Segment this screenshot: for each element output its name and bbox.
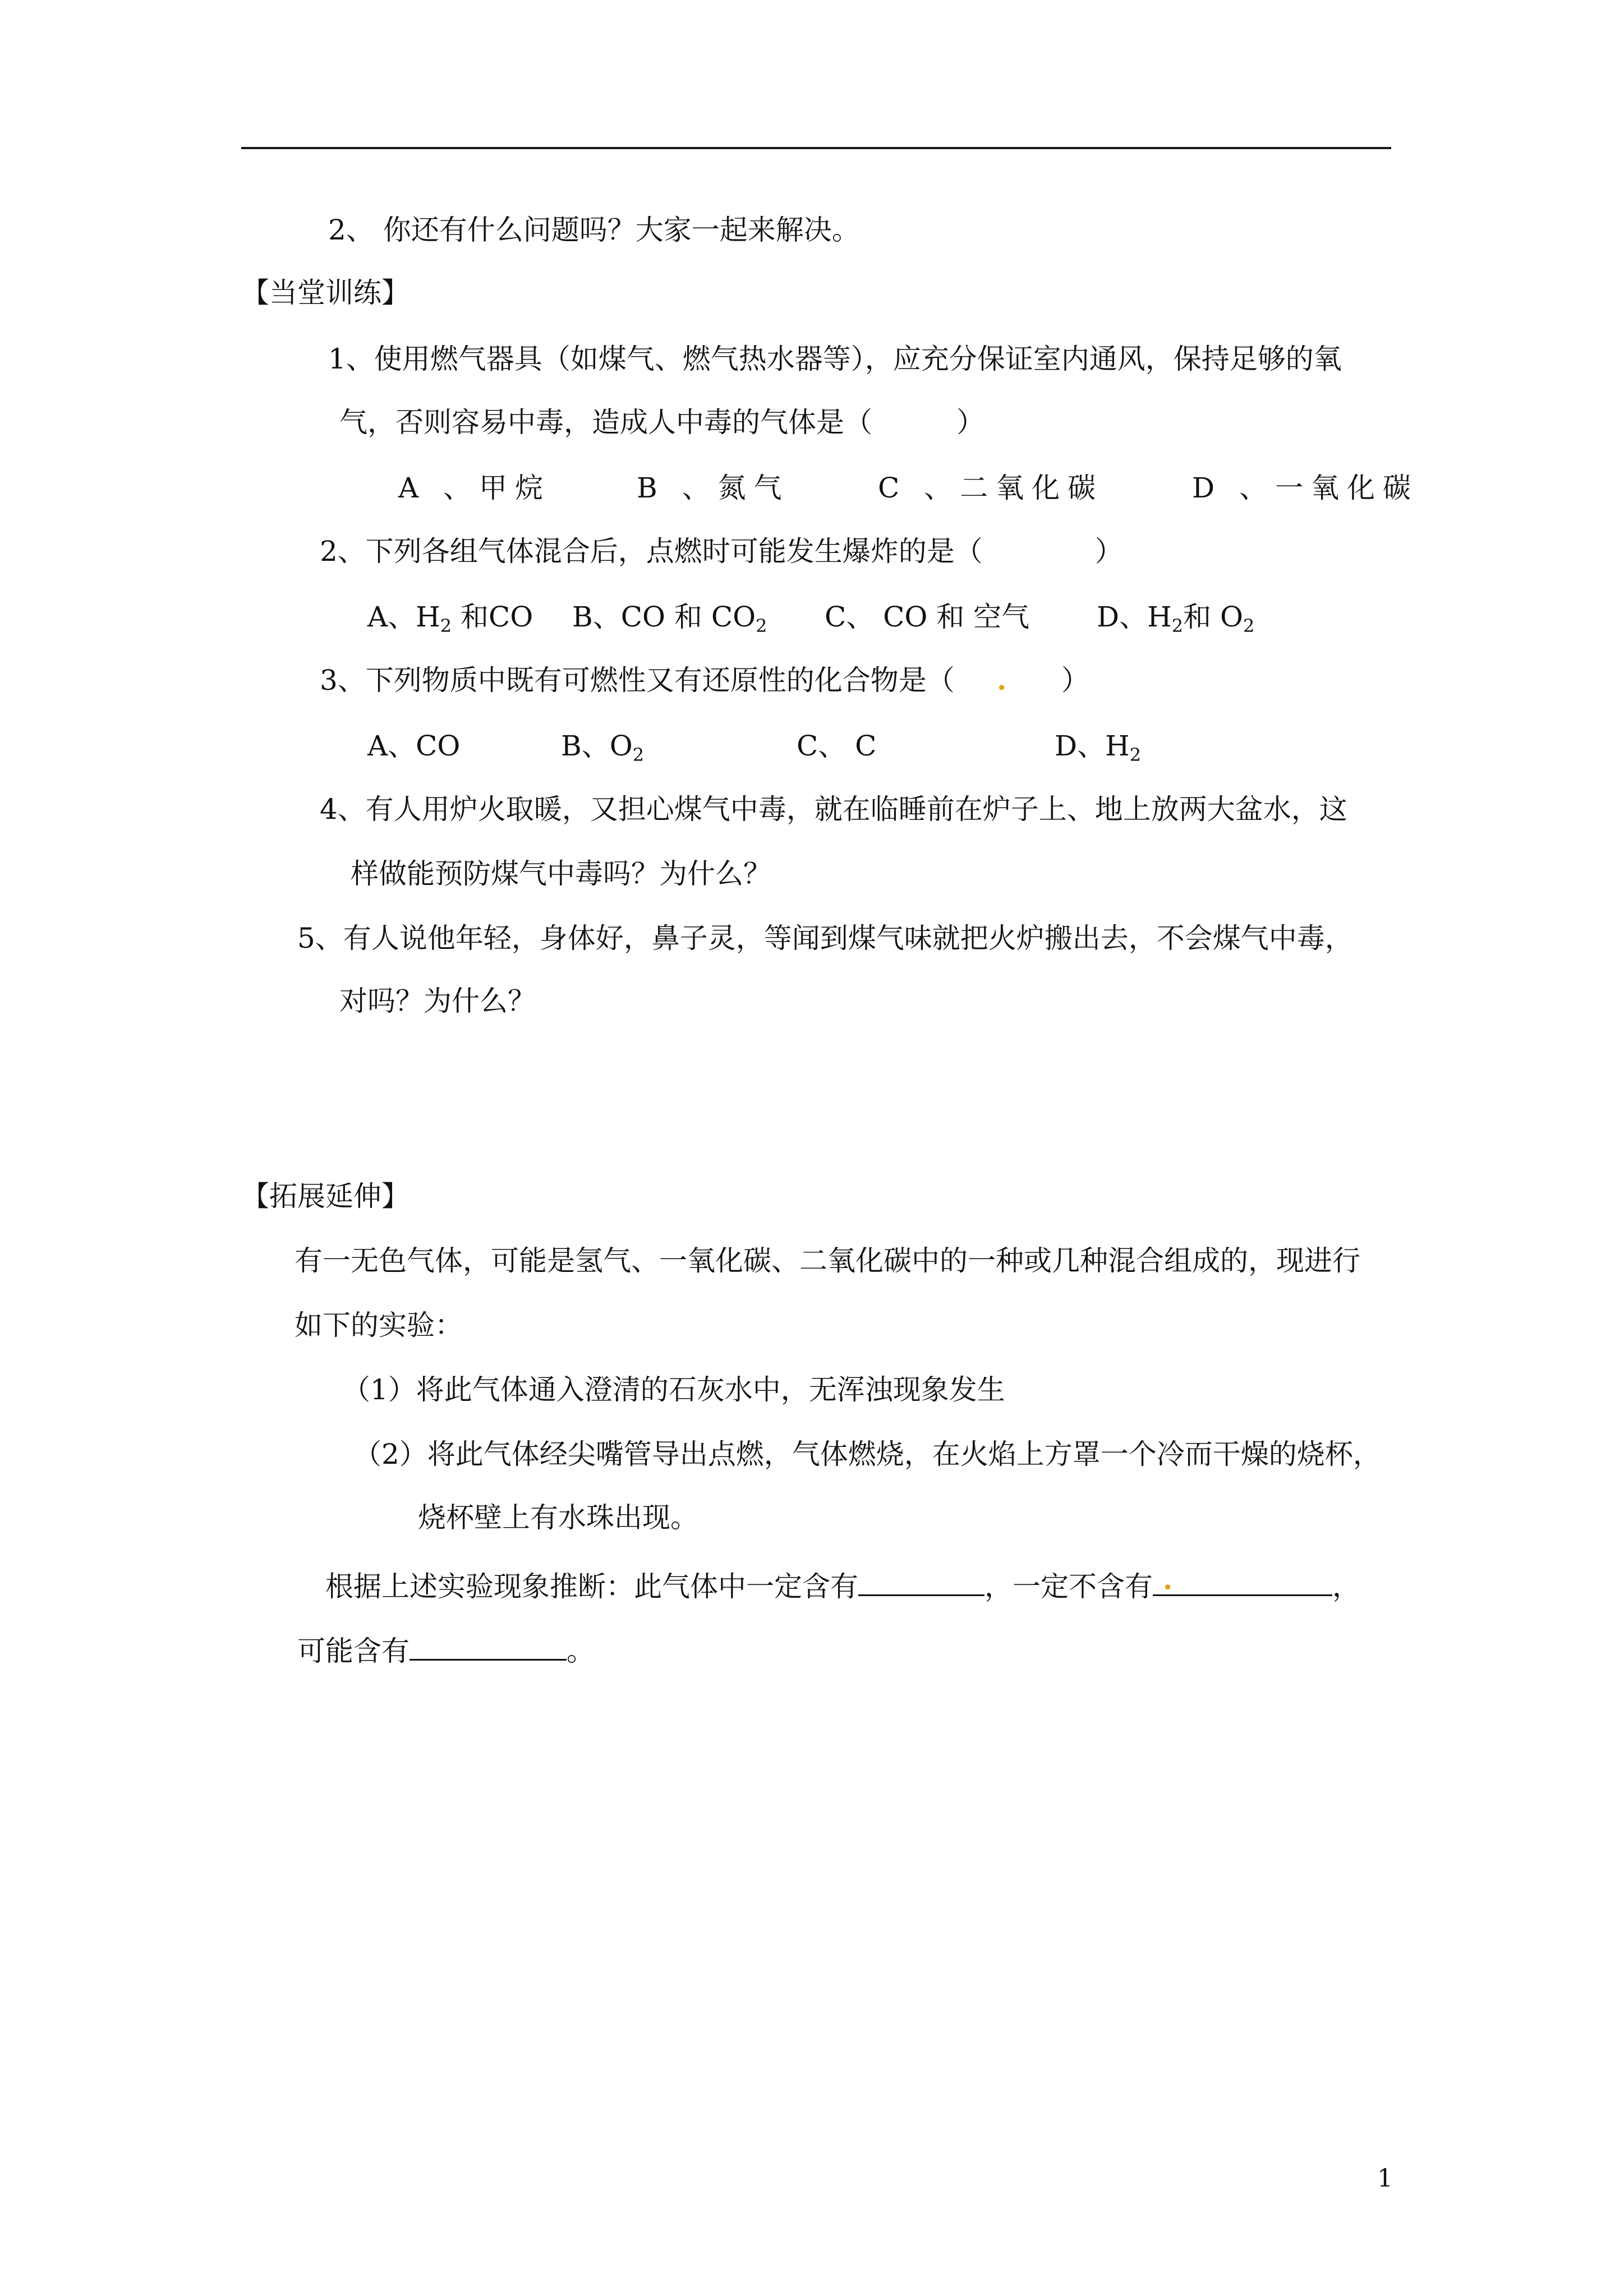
q3-option-d: D、$H_2$ [1055,730,1142,766]
extension-para-line1: 有一无色气体，可能是氢气、一氧化碳、二氧化碳中的一种或几种混合组成的，现进行 [295,1244,1360,1277]
answer-blank-may-contain[interactable] [410,1631,567,1661]
experiment-step-2-line2: 烧杯壁上有水珠出现。 [418,1501,698,1534]
conclusion-text-d: 可能含有 [297,1635,410,1667]
q5-line1: 5、有人说他年轻，身体好，鼻子灵，等闻到煤气味就把火炉搬出去，不会煤气中毒， [297,922,1353,955]
q2-option-a: A、$H_2$ 和CO [367,601,533,637]
q1-option-a: A 、甲烷 [398,472,551,504]
answer-blank-contains[interactable] [858,1566,984,1596]
answer-blank-not-contains[interactable] [1153,1563,1332,1596]
q3-stem-close: ） [1061,664,1089,697]
q3-option-a: A、CO [367,730,461,762]
experiment-step-2-line1: （2）将此气体经尖嘴管导出点燃，气体燃烧，在火焰上方罩一个冷而干燥的烧杯， [353,1438,1381,1470]
conclusion-line1 [325,1563,1360,1603]
conclusion-text-e: 。 [567,1635,595,1667]
q3-stem-text: 3、下列物质中既有可燃性又有还原性的化合物是（ [320,664,955,697]
q1-option-d: D 、一氧化碳 [1192,472,1419,504]
q3-answer-space [955,663,1061,697]
q5-line2: 对吗？为什么？ [339,985,536,1017]
conclusion-text-a: 根据上述实验现象推断：此气体中一定含有 [325,1570,858,1603]
conclusion-text-c: ， [1332,1570,1360,1603]
q2-option-d: D、$H_2$和 $O_2$ [1097,601,1255,637]
experiment-step-1: （1）将此气体通入澄清的石灰水中，无浑浊现象发生 [342,1373,1005,1406]
q1-line2: 气，否则容易中毒，造成人中毒的气体是（ ） [339,406,984,439]
extension-para-line2: 如下的实验： [295,1309,463,1341]
q2-option-c: C、 CO 和 空气 [825,601,1030,633]
q4-line1: 4、有人用炉火取暖，又担心煤气中毒，就在临睡前在炉子上、地上放两大盆水，这 [320,793,1347,826]
q1-option-c: C 、二氧化碳 [878,472,1104,504]
answer-mark: . [996,663,1007,697]
q1-option-b: B 、氮气 [637,472,790,504]
q2-option-b: B、CO 和 $CO_2$ [572,601,767,637]
conclusion-text-b: ，一定不含有 [984,1570,1153,1603]
question-2-intro: 2、 你还有什么问题吗？大家一起来解决。 [328,214,860,246]
conclusion-line2 [297,1631,595,1668]
page-number: 1 [1377,2164,1393,2193]
q3-option-c: C、 C [797,730,877,762]
q3-option-b: B、$O_2$ [561,730,645,766]
practice-heading: 【当堂训练】 [241,276,410,309]
q3-stem [320,663,1089,697]
answer-mark: . [1163,1563,1173,1596]
header-rule [241,147,1391,149]
q1-line1: 1、使用燃气器具（如煤气、燃气热水器等），应充分保证室内通风，保持足够的氧 [328,343,1342,375]
q4-line2: 样做能预防煤气中毒吗？为什么？ [351,857,771,890]
extension-heading: 【拓展延伸】 [241,1180,410,1212]
q2-stem: 2、下列各组气体混合后，点燃时可能发生爆炸的是（ ） [320,535,1123,568]
